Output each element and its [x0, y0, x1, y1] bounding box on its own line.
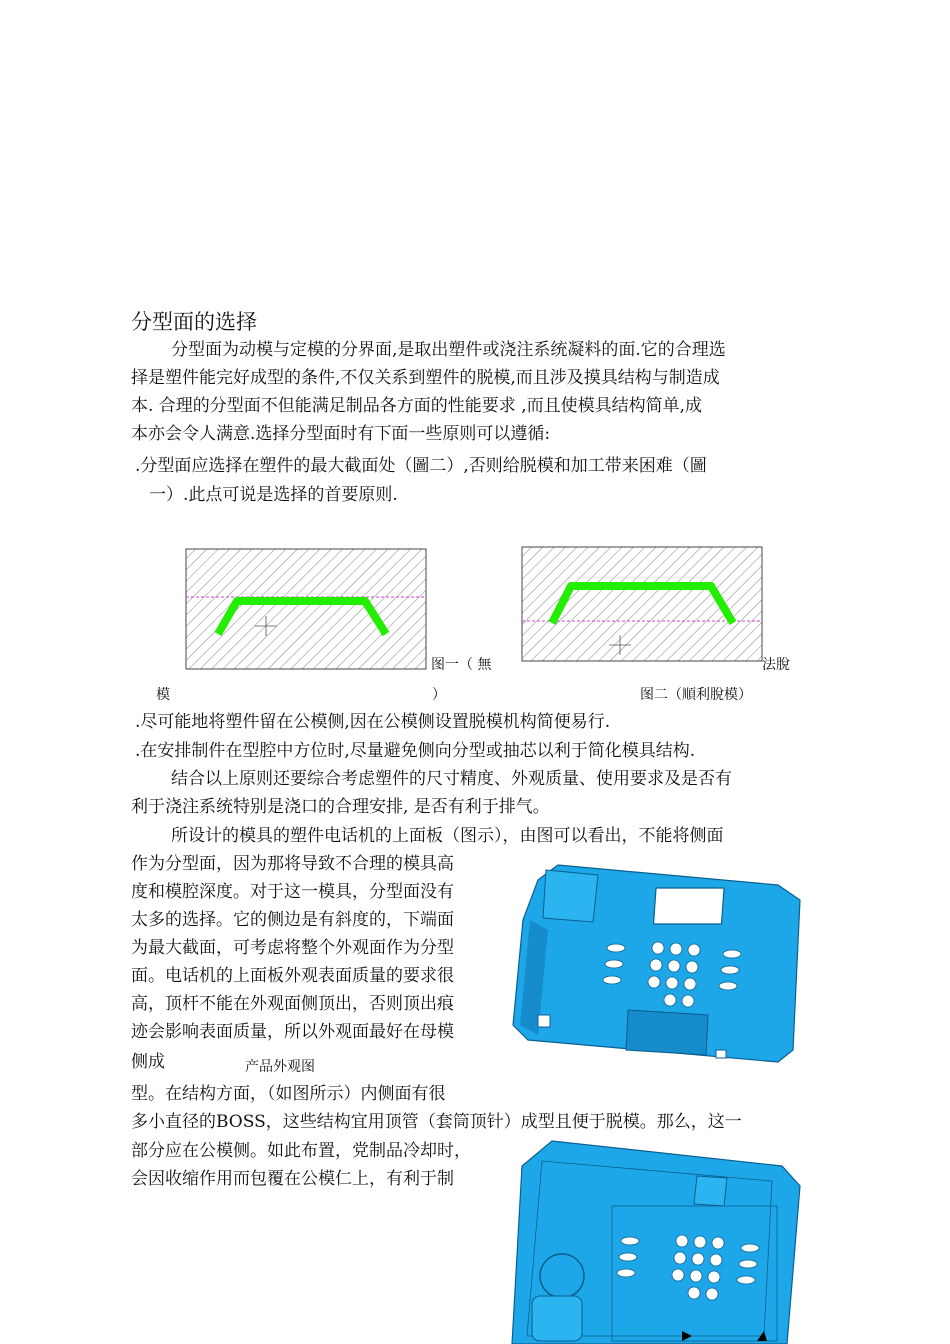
phone-exterior-image: [508, 860, 803, 1065]
para3-line: 作为分型面，因为那将导致不合理的模具高: [131, 854, 454, 874]
mold-figure-2: [521, 546, 765, 664]
rule2-line: .尽可能地将塑件留在公模侧,因在公模侧设置脱模机构简便易行.: [135, 712, 611, 732]
fig1-caption: 图一（ 無: [431, 657, 492, 673]
para3-line: 会因收缩作用而包覆在公模仁上，有利于制: [131, 1169, 454, 1189]
para3-line: 所设计的模具的塑件电话机的上面板（图示），由图可以看出，不能将侧面: [171, 826, 724, 846]
fig1-caption: 模: [156, 687, 170, 703]
para3-line: 部分应在公模侧。如此布置，党制品冷却时，: [131, 1141, 471, 1161]
para2-line: 利于浇注系统特别是浇口的合理安排, 是否有利于排气。: [131, 797, 550, 817]
para3-line: 度和模腔深度。对于这一模具，分型面没有: [131, 882, 454, 902]
para3-line: 高，顶杆不能在外观面侧顶出，否则顶出痕: [131, 994, 454, 1014]
product-caption: 产品外观图: [245, 1059, 315, 1075]
fig2-caption: 图二（順利脫模）: [640, 687, 752, 703]
para2-line: 结合以上原则还要综合考虑塑件的尺寸精度、外观质量、使用要求及是否有: [171, 769, 732, 789]
phone-interior-image: [502, 1136, 802, 1344]
fig1-caption: 法脫: [762, 657, 790, 673]
para3-line: 为最大截面，可考虑将整个外观面作为分型: [131, 938, 454, 958]
para3-line: 多小直径的BOSS，这些结构宜用顶管（套筒顶针）成型且便于脱模。那么，这一: [131, 1112, 742, 1132]
para1-line: 本亦会令人满意.选择分型面时有下面一些原则可以遵循:: [131, 424, 551, 444]
para3-line: 迹会影响表面质量，所以外观面最好在母模: [131, 1022, 454, 1042]
para1-line: 分型面为动模与定模的分界面,是取出塑件或浇注系统凝料的面.它的合理选: [171, 340, 726, 360]
fig1-caption: ）: [432, 687, 446, 703]
para3-line: 太多的选择。它的侧边是有斜度的，下端面: [131, 910, 454, 930]
para3-line: 侧成: [131, 1052, 165, 1072]
rule3-line: .在安排制件在型腔中方位时,尽量避免侧向分型或抽芯以利于简化模具结构.: [135, 741, 696, 761]
para3-line: 型。在结构方面，（如图所示）内侧面有很: [131, 1084, 446, 1104]
rule1-line: .分型面应选择在塑件的最大截面处（圖二）,否则给脱模和加工带来困难（圖: [135, 456, 707, 476]
page-title: 分型面的选择: [131, 310, 257, 334]
mold-figure-1: [185, 548, 429, 672]
rule1-line: 一）.此点可说是选择的首要原则.: [149, 485, 398, 505]
para3-line: 面。电话机的上面板外观表面质量的要求很: [131, 966, 454, 986]
para1-line: 本. 合理的分型面不但能满足制品各方面的性能要求 ,而且使模具结构简单,成: [131, 396, 703, 416]
para1-line: 择是塑件能完好成型的条件,不仅关系到塑件的脱模,而且涉及摸具结构与制造成: [131, 368, 720, 388]
